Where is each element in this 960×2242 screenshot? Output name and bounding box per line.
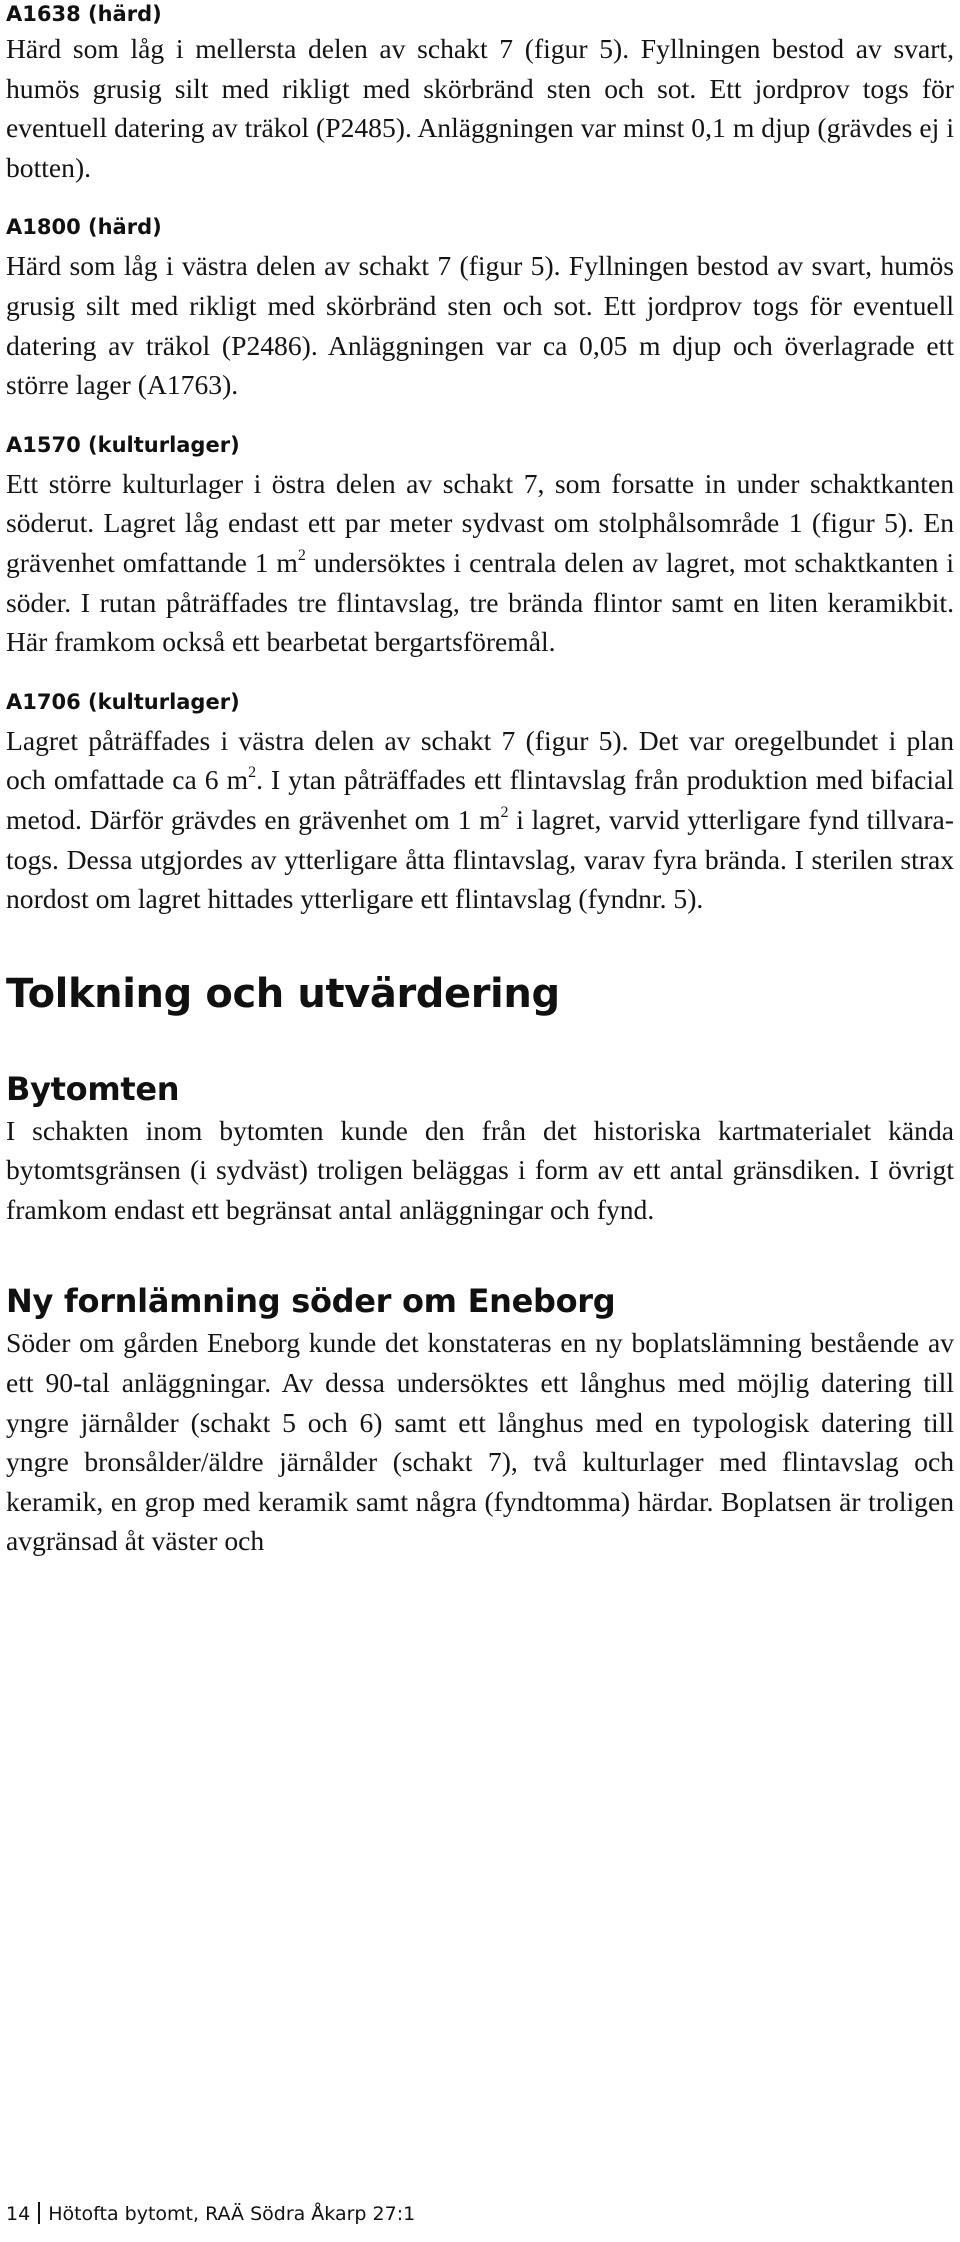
entry-text-a1638: Härd som låg i mellersta delen av schakt 7 (figur 5). Fyllningen bestod av svart, humös grusig silt med rikligt med skörbränd sten och sot. Ett jordprov togs för eventuell datering av träkol (P2485). Anläggningen var minst 0,1 m djup (grävdes ej i botten). — [6, 33, 954, 183]
entry-text-a1706: Lagret påträffades i västra delen av schakt 7 (figur 5). Det var oregelbundet i plan och omfattade ca 6 $m^2$. I ytan påträffades ett flintavslag från produktion med bifacial metod. Därför grävdes en grävenhet om 1 $m^2$ i lagret, varvid ytterligare fynd tillvaratogs. Dessa utgjordes av ytterligare åtta flintavslag, varav fyra brända. I sterilen strax nordost om lagret hittades ytterligare ett flintavslag (fyndnr. 5). — [6, 724, 954, 915]
subsection-heading-bytomten: Bytomten — [6, 1069, 180, 1108]
subsection-text-bytomten: I schakten inom bytomten kunde den från det historiska kartmaterialet kända bytomtsgränsen (i sydväst) troligen beläggas i form av ett antal gränsdiken. I övrigt framkom endast ett begränsat antal anläggningar och fynd. — [6, 1114, 954, 1225]
page-number: 14 — [6, 2203, 31, 2225]
page-footer — [6, 2202, 415, 2226]
entry-title-a1800: A1800 (härd) — [6, 215, 162, 240]
publication-title: Hötofta bytomt, RAÄ Södra Åkarp 27:1 — [48, 2203, 416, 2225]
entry-title-a1638: A1638 (härd) — [6, 2, 162, 26]
document-page — [6, 0, 954, 1561]
entry-title-a1706: A1706 (kulturlager) — [6, 689, 240, 714]
subsection-text-eneborg: Söder om gården Eneborg kunde det konstateras en ny boplatslämning bestående av ett 90-tal anläggningar. Av dessa undersöktes ett långhus med möjlig datering till yngre järnålder (schakt 5 och 6) samt ett långhus med en typologisk datering till yngre bronsålder/äldre järnålder (schakt 7), två kulturlager med flintavslag och keramik, en grop med keramik samt några (fyndtomma) härdar. Boplatsen är troligen avgränsad åt väster och — [6, 1327, 954, 1557]
section-heading: Tolkning och utvärdering — [6, 970, 560, 1017]
footer-divider — [38, 2202, 40, 2224]
subsection-heading-eneborg: Ny fornlämning söder om Eneborg — [6, 1282, 616, 1321]
entry-title-a1570: A1570 (kulturlager) — [6, 432, 240, 457]
entry-text-a1570: Ett större kulturlager i östra delen av schakt 7, som forsatte in under schaktkanten söderut. Lagret låg endast ett par meter sydvast om stolphålsområde 1 (figur 5). En grävenhet omfattande 1 $m^2$ undersöktes i centrala delen av lagret, mot schaktkanten i söder. I rutan påträffades tre flintavslag, tre brända flintor samt en liten keramikbit. Här framkom också ett bearbetat bergartsföremål. — [6, 467, 954, 658]
entry-text-a1800: Härd som låg i västra delen av schakt 7 (figur 5). Fyllningen bestod av svart, humös grusig silt med rikligt med skörbränd sten och sot. Ett jordprov togs för eventuell datering av träkol (P2486). Anläggningen var ca 0,05 m djup och överlagrade ett större lager (A1763). — [6, 250, 954, 401]
